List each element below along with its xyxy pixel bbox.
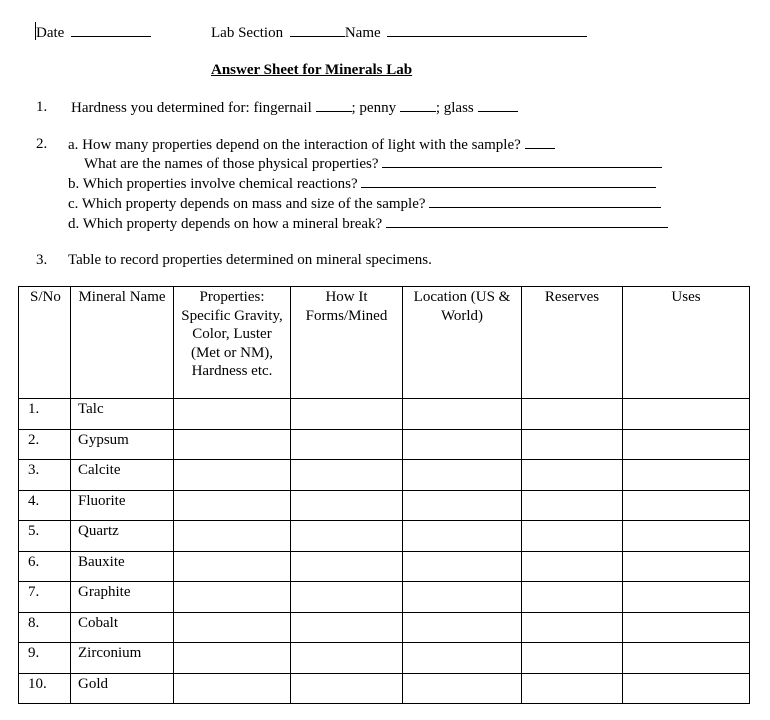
- q2a-text: a. How many properties depend on the interaction of light with the sample?: [68, 137, 521, 153]
- row-number: 3.: [19, 460, 71, 491]
- q2d-line: [68, 214, 668, 233]
- header-location: Location (US & World): [403, 287, 522, 399]
- uses-cell[interactable]: [623, 399, 750, 430]
- reserves-cell[interactable]: [522, 643, 623, 674]
- reserves-cell[interactable]: [522, 490, 623, 521]
- mineral-name-cell: Gold: [71, 673, 174, 704]
- row-number: 8.: [19, 612, 71, 643]
- reserves-cell[interactable]: [522, 582, 623, 613]
- location-cell[interactable]: [403, 490, 522, 521]
- table-row: [19, 612, 750, 643]
- mineral-name-cell: Quartz: [71, 521, 174, 552]
- location-cell[interactable]: [403, 612, 522, 643]
- name-field[interactable]: [387, 23, 587, 37]
- mineral-name-cell: Graphite: [71, 582, 174, 613]
- reserves-cell[interactable]: [522, 521, 623, 552]
- location-cell[interactable]: [403, 460, 522, 491]
- table-header-row: [19, 287, 750, 399]
- q1-line: [71, 98, 518, 117]
- row-number: 2.: [19, 429, 71, 460]
- mineral-name-cell: Cobalt: [71, 612, 174, 643]
- table-row: [19, 399, 750, 430]
- date-label: Date: [36, 25, 65, 41]
- q1-number: 1.: [36, 99, 48, 115]
- properties-cell[interactable]: [174, 429, 291, 460]
- name-label: Name: [344, 25, 381, 41]
- q2a2-text: What are the names of those physical properties?: [84, 156, 379, 172]
- how-it-forms-cell[interactable]: [291, 643, 403, 674]
- how-it-forms-cell[interactable]: [291, 551, 403, 582]
- fingernail-field[interactable]: [316, 98, 352, 112]
- header-uses: Uses: [623, 287, 750, 399]
- q3-text: Table to record properties determined on mineral specimens.: [68, 252, 432, 268]
- date-line: [36, 23, 151, 42]
- lab-section-field[interactable]: [290, 23, 345, 37]
- uses-cell[interactable]: [623, 521, 750, 552]
- date-field[interactable]: [71, 23, 151, 37]
- row-number: 1.: [19, 399, 71, 430]
- q2b-text: b. Which properties involve chemical reactions?: [68, 176, 358, 192]
- how-it-forms-cell[interactable]: [291, 673, 403, 704]
- q1-text: Hardness you determined for: fingernail: [71, 100, 312, 116]
- location-cell[interactable]: [403, 582, 522, 613]
- q2b-line: [68, 174, 656, 193]
- penny-field[interactable]: [400, 98, 436, 112]
- how-it-forms-cell[interactable]: [291, 399, 403, 430]
- uses-cell[interactable]: [623, 643, 750, 674]
- uses-cell[interactable]: [623, 582, 750, 613]
- how-it-forms-cell[interactable]: [291, 429, 403, 460]
- properties-cell[interactable]: [174, 521, 291, 552]
- row-number: 9.: [19, 643, 71, 674]
- uses-cell[interactable]: [623, 551, 750, 582]
- table-row: [19, 521, 750, 552]
- table-row: [19, 429, 750, 460]
- q2d-field[interactable]: [386, 214, 668, 228]
- glass-label: ; glass: [435, 100, 474, 116]
- table-row: [19, 582, 750, 613]
- reserves-cell[interactable]: [522, 673, 623, 704]
- properties-cell[interactable]: [174, 643, 291, 674]
- q2c-text: c. Which property depends on mass and size of the sample?: [68, 196, 426, 212]
- properties-cell[interactable]: [174, 460, 291, 491]
- properties-cell[interactable]: [174, 582, 291, 613]
- mineral-name-cell: Fluorite: [71, 490, 174, 521]
- table-row: [19, 460, 750, 491]
- table-row: [19, 551, 750, 582]
- uses-cell[interactable]: [623, 612, 750, 643]
- how-it-forms-cell[interactable]: [291, 612, 403, 643]
- row-number: 5.: [19, 521, 71, 552]
- properties-cell[interactable]: [174, 612, 291, 643]
- mineral-name-cell: Zirconium: [71, 643, 174, 674]
- header-how-it-forms: How It Forms/Mined: [291, 287, 403, 399]
- q2a2-line: [84, 154, 662, 173]
- row-number: 7.: [19, 582, 71, 613]
- table-row: [19, 673, 750, 704]
- q2-number: 2.: [36, 136, 48, 152]
- reserves-cell[interactable]: [522, 612, 623, 643]
- how-it-forms-cell[interactable]: [291, 521, 403, 552]
- q2a-line: [68, 135, 555, 154]
- location-cell[interactable]: [403, 643, 522, 674]
- q2a2-field[interactable]: [382, 154, 662, 168]
- reserves-cell[interactable]: [522, 460, 623, 491]
- mineral-name-cell: Talc: [71, 399, 174, 430]
- location-cell[interactable]: [403, 399, 522, 430]
- location-cell[interactable]: [403, 673, 522, 704]
- q2d-text: d. Which property depends on how a mineral break?: [68, 216, 383, 232]
- q2b-field[interactable]: [361, 174, 656, 188]
- location-cell[interactable]: [403, 521, 522, 552]
- properties-cell[interactable]: [174, 490, 291, 521]
- uses-cell[interactable]: [623, 460, 750, 491]
- mineral-name-cell: Calcite: [71, 460, 174, 491]
- how-it-forms-cell[interactable]: [291, 460, 403, 491]
- row-number: 6.: [19, 551, 71, 582]
- q2c-field[interactable]: [429, 194, 661, 208]
- row-number: 4.: [19, 490, 71, 521]
- mineral-properties-table: [18, 286, 750, 704]
- uses-cell[interactable]: [623, 673, 750, 704]
- reserves-cell[interactable]: [522, 429, 623, 460]
- lab-section-label: Lab Section: [211, 25, 284, 41]
- header-properties: Properties: Specific Gravity, Color, Luster (Met or NM), Hardness etc.: [174, 287, 291, 399]
- reserves-cell[interactable]: [522, 551, 623, 582]
- location-cell[interactable]: [403, 429, 522, 460]
- header-sno: S/No: [19, 287, 71, 399]
- q2a-field[interactable]: [525, 135, 555, 149]
- penny-label: ; penny: [351, 100, 397, 116]
- properties-cell[interactable]: [174, 551, 291, 582]
- reserves-cell[interactable]: [522, 399, 623, 430]
- properties-cell[interactable]: [174, 399, 291, 430]
- table-row: [19, 643, 750, 674]
- how-it-forms-cell[interactable]: [291, 490, 403, 521]
- header-mineral-name: Mineral Name: [71, 287, 174, 399]
- lab-section-line: [211, 23, 587, 42]
- glass-field[interactable]: [478, 98, 518, 112]
- uses-cell[interactable]: [623, 490, 750, 521]
- page-title: Answer Sheet for Minerals Lab: [211, 62, 413, 78]
- uses-cell[interactable]: [623, 429, 750, 460]
- how-it-forms-cell[interactable]: [291, 582, 403, 613]
- header-reserves: Reserves: [522, 287, 623, 399]
- mineral-name-cell: Gypsum: [71, 429, 174, 460]
- q3-number: 3.: [36, 252, 48, 268]
- q2c-line: [68, 194, 661, 213]
- location-cell[interactable]: [403, 551, 522, 582]
- properties-cell[interactable]: [174, 673, 291, 704]
- row-number: 10.: [19, 673, 71, 704]
- table-row: [19, 490, 750, 521]
- mineral-name-cell: Bauxite: [71, 551, 174, 582]
